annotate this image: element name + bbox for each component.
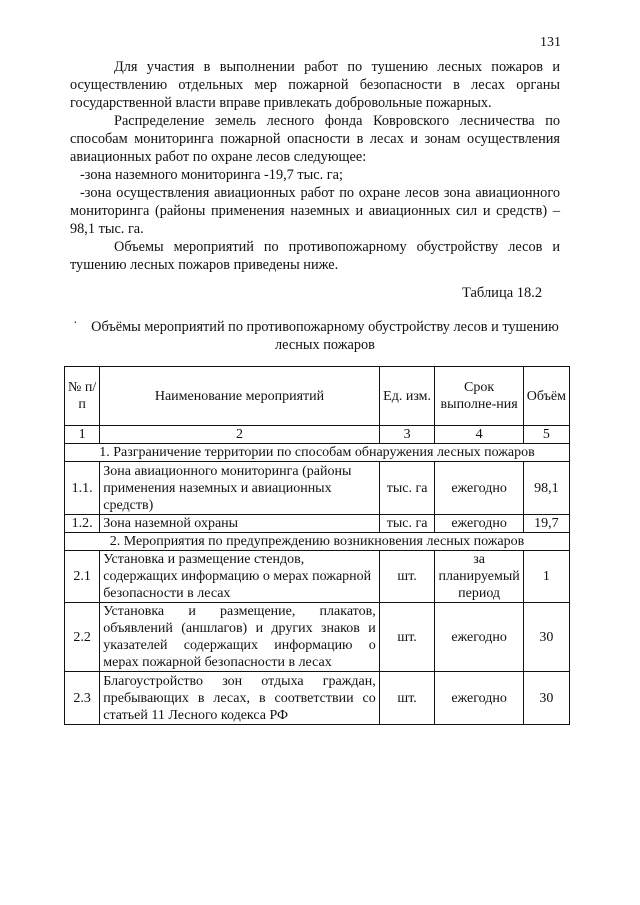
table-row [65,515,570,533]
measures-table [64,366,570,725]
paragraph: Объемы мероприятий по противопожарному обустройству лесов и тушению лесных пожаров приведены ниже. [70,239,560,273]
column-number: 2 [100,426,379,444]
header-cell: Наименование мероприятий [100,367,379,426]
section-row [65,533,570,551]
column-number: 4 [435,426,523,444]
row-number: 2.2 [65,603,100,672]
table-label: Таблица 18.2 [462,285,543,301]
row-name: Благоустройство зон отдыха граждан, пребывающих в лесах, в соответствии со статьей 11 Лесного кодекса РФ [100,672,379,725]
row-volume: 30 [523,672,569,725]
row-term: ежегодно [435,672,523,725]
table-row [65,603,570,672]
row-unit: шт. [379,603,435,672]
row-unit: тыс. га [379,515,435,533]
scan-mark: · [73,316,78,331]
row-term: за планируемый период [435,551,523,603]
paragraph: Распределение земель лесного фонда Ковровского лесничества по способам мониторинга пожарной опасности в лесах и зонам осуществления авиационных работ по охране лесов следующее: [70,113,560,165]
table-row [65,551,570,603]
section-title: 1. Разграничение территории по способам обнаружения лесных пожаров [65,444,570,462]
header-cell: Ед. изм. [379,367,435,426]
paragraph: Для участия в выполнении работ по тушению лесных пожаров и осуществлению отдельных мер пожарной безопасности в лесах органы государственной власти вправе привлекать добровольные пожарных. [70,59,560,111]
row-number: 2.3 [65,672,100,725]
table-row [65,462,570,515]
row-unit: шт. [379,672,435,725]
row-volume: 1 [523,551,569,603]
row-term: ежегодно [435,462,523,515]
paragraph: -зона наземного мониторинга -19,7 тыс. га; [80,167,343,183]
paragraph: -зона осуществления авиационных работ по охране лесов зона авиационного мониторинга (районы применения наземных и авиационных сил и средств) – 98,1 тыс. га. [70,185,560,237]
header-cell: Срок выполне-ния [435,367,523,426]
page-number: 131 [540,35,561,50]
row-name: Зона наземной охраны [100,515,379,533]
row-name: Установка и размещение, плакатов, объявлений (аншлагов) и других знаков и указателей содержащих информацию о мерах пожарной безопасности в лесах [100,603,379,672]
row-number: 1.2. [65,515,100,533]
section-title: 2. Мероприятия по предупреждению возникновения лесных пожаров [65,533,570,551]
row-name: Установка и размещение стендов, содержащих информацию о мерах пожарной безопасности в лесах [100,551,379,603]
table-row [65,672,570,725]
row-term: ежегодно [435,515,523,533]
table-header-row [65,367,570,426]
body-text [70,58,560,274]
row-volume: 30 [523,603,569,672]
column-number: 5 [523,426,569,444]
section-row [65,444,570,462]
column-number: 1 [65,426,100,444]
row-unit: тыс. га [379,462,435,515]
column-number: 3 [379,426,435,444]
row-volume: 98,1 [523,462,569,515]
row-number: 1.1. [65,462,100,515]
row-name: Зона авиационного мониторинга (районы применения наземных и авиационных средств) [100,462,379,515]
row-number: 2.1 [65,551,100,603]
table-title: Объёмы мероприятий по противопожарному обустройству лесов и тушению лесных пожаров [91,319,559,353]
row-unit: шт. [379,551,435,603]
header-cell: Объём [523,367,569,426]
column-number-row [65,426,570,444]
row-volume: 19,7 [523,515,569,533]
header-cell: № п/п [65,367,100,426]
row-term: ежегодно [435,603,523,672]
